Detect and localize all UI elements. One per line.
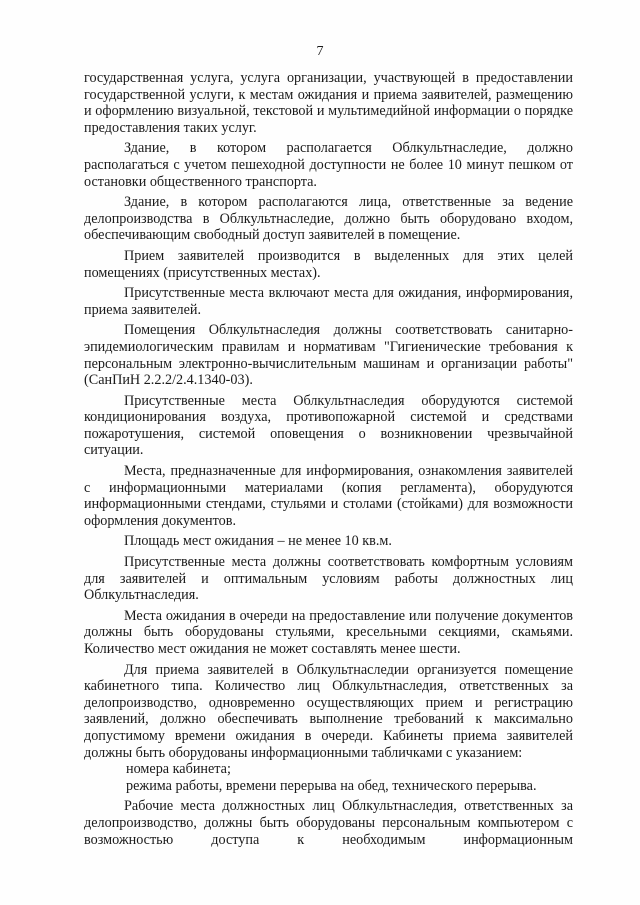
paragraph: Площадь мест ожидания – не менее 10 кв.м.: [124, 533, 392, 550]
paragraph: Присутственные места включают места для ожидания, информирования, приема заявителей.: [84, 285, 573, 318]
paragraph: Рабочие места должностных лиц Облкультнаследия, ответственных за делопроизводство, должны быть оборудованы персональным компьютером с возможностью доступа к необходимым информационным: [84, 798, 573, 848]
paragraph: Помещения Облкультнаследия должны соответствовать санитарно-эпидемиологическим правилам и нормативам "Гигиенические требования к персональным электронно-вычислительным машинам и организации работы" (СанПиН 2.2.2/2.4.1340-03).: [84, 322, 573, 389]
paragraph: Прием заявителей производится в выделенных для этих целей помещениях (присутственных местах).: [84, 247, 573, 281]
list-item: режима работы, времени перерыва на обед, технического перерыва.: [126, 777, 537, 794]
page-number: 7: [316, 44, 324, 59]
paragraph: государственная услуга, услуга организации, участвующей в предоставлении государственной услуги, к местам ожидания и приема заявителей, размещению и оформлению визуальной, текстовой и мультимедийной информации о порядке предоставления таких услуг.: [84, 70, 573, 136]
paragraph: Для приема заявителей в Облкультнаследии организуется помещение кабинетного типа. Количество лиц Облкультнаследия, ответственных за делопроизводство, одновременно осуществляющих прием и регистрацию заявлений, должно обеспечивать выполнение требований к максимально допустимому времени ожидания в очереди. Кабинеты приема заявителей должны быть оборудованы информационными табличками с указанием:: [84, 661, 573, 761]
paragraph: Места, предназначенные для информирования, ознакомления заявителей с информационными материалами (копия регламента), оборудуются информационными стендами, стульями и столами (стойками) для возможности оформления документов.: [84, 463, 573, 529]
paragraph: Здание, в котором располагается Облкультнаследие, должно располагаться с учетом пешеходной доступности не более 10 минут пешком от остановки общественного транспорта.: [84, 140, 573, 190]
paragraph: Присутственные места Облкультнаследия оборудуются системой кондиционирования воздуха, противопожарной системой и средствами пожаротушения, системой оповещения о возникновении чрезвычайной ситуации.: [84, 392, 573, 459]
list-item: номера кабинета;: [126, 761, 231, 778]
paragraph: Здание, в котором располагаются лица, ответственные за ведение делопроизводства в Облкультнаследие, должно быть оборудовано входом, обеспечивающим свободный доступ заявителей в помещение.: [84, 194, 573, 244]
paragraph: Присутственные места должны соответствовать комфортным условиям для заявителей и оптимальным условиям работы должностных лиц Облкультнаследия.: [84, 554, 573, 604]
paragraph: Места ожидания в очереди на предоставление или получение документов должны быть оборудованы стульями, кресельными секциями, скамьями. Количество мест ожидания не может составлять менее шести.: [84, 607, 573, 657]
document-body: [84, 70, 573, 848]
